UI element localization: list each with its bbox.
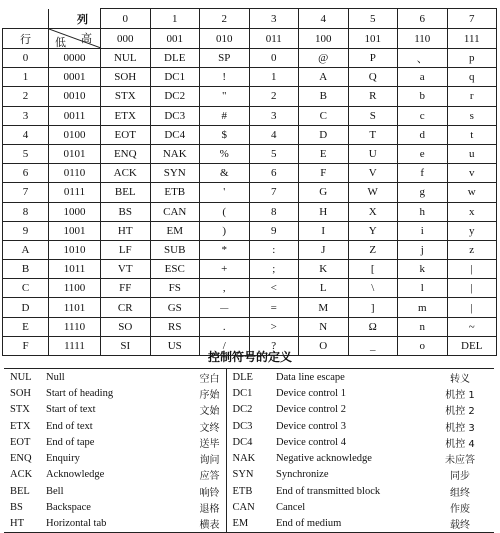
column-index-1: 1: [150, 9, 200, 29]
table-row: [3, 183, 497, 202]
control-chinese-name: 空白: [176, 369, 226, 386]
code-cell: O: [299, 336, 349, 355]
row-bits: 1000: [49, 202, 101, 221]
control-english-name: Device control 4: [276, 436, 346, 448]
row-index: D: [3, 298, 49, 317]
code-cell: E: [299, 144, 349, 163]
row-bits: 0001: [49, 68, 101, 87]
row-index: E: [3, 317, 49, 336]
control-chinese-name: 作废: [450, 504, 470, 516]
code-cell: SO: [101, 317, 151, 336]
code-cell: NUL: [101, 49, 151, 68]
column-bits-101: 101: [348, 29, 398, 49]
code-cell: n: [398, 317, 448, 336]
control-english-name: Null: [46, 369, 176, 386]
row-index: 1: [3, 68, 49, 87]
control-abbrev: STX: [10, 404, 30, 416]
ascii-code-table: [2, 8, 497, 356]
column-index-row: [3, 9, 497, 29]
code-cell: D: [299, 125, 349, 144]
control-chinese-name: 组终: [450, 487, 470, 499]
code-cell: &: [200, 164, 250, 183]
code-cell: H: [299, 202, 349, 221]
row-index: 7: [3, 183, 49, 202]
code-cell: Z: [348, 240, 398, 259]
code-cell: .: [200, 317, 250, 336]
control-abbrev: DC2: [226, 402, 276, 418]
code-cell: o: [398, 336, 448, 355]
control-english-name: Backspace: [46, 502, 91, 514]
control-abbrev: BS: [10, 502, 23, 514]
code-cell: ;: [249, 260, 299, 279]
code-cell: d: [398, 125, 448, 144]
control-english-name: Bell: [46, 485, 64, 497]
table-row: [3, 125, 497, 144]
control-english-name: End of transmitted block: [276, 485, 381, 497]
control-english-name: Device control 1: [276, 387, 346, 399]
code-cell: K: [299, 260, 349, 279]
control-definitions-title: 控制符号的定义: [207, 350, 292, 364]
row-index: 0: [3, 49, 49, 68]
code-cell: GS: [150, 298, 200, 317]
code-cell: 4: [249, 125, 299, 144]
row-bits: 1001: [49, 221, 101, 240]
table-row: [3, 68, 497, 87]
control-chinese-name: 文始: [199, 406, 220, 418]
row-bits: 0101: [49, 144, 101, 163]
code-cell: *: [200, 240, 250, 259]
code-cell: R: [348, 87, 398, 106]
definition-row: [4, 467, 494, 483]
code-cell: %: [200, 144, 250, 163]
diagonal-header-cell: [49, 29, 101, 49]
code-cell: 1: [249, 68, 299, 87]
code-cell: y: [447, 221, 497, 240]
code-cell: +: [200, 260, 250, 279]
code-cell: ETX: [101, 106, 151, 125]
code-cell: EOT: [101, 125, 151, 144]
table-row: [3, 279, 497, 298]
code-cell: C: [299, 106, 349, 125]
definition-row: [4, 402, 494, 418]
code-cell: 0: [249, 49, 299, 68]
row-bits: 0000: [49, 49, 101, 68]
code-cell: h: [398, 202, 448, 221]
table-row: [3, 260, 497, 279]
code-cell: CAN: [150, 202, 200, 221]
code-cell: ,: [200, 279, 250, 298]
definition-row: [4, 450, 494, 466]
code-cell: |: [447, 279, 497, 298]
control-abbrev: EOT: [10, 436, 31, 448]
code-cell: ': [200, 183, 250, 202]
column-index-0: 0: [101, 9, 151, 29]
code-cell: 5: [249, 144, 299, 163]
control-english-name: Data line escape: [276, 369, 426, 386]
code-cell: SP: [200, 49, 250, 68]
code-cell: p: [447, 49, 497, 68]
definition-row: [4, 434, 494, 450]
column-bits-row: [3, 29, 497, 49]
control-chinese-name: 机控 1: [445, 389, 475, 401]
control-abbrev: BEL: [10, 485, 30, 497]
control-english-name: Device control 2: [276, 404, 346, 416]
code-cell: NAK: [150, 144, 200, 163]
control-abbrev: SYN: [226, 467, 276, 483]
table-row: [3, 240, 497, 259]
code-cell: Y: [348, 221, 398, 240]
column-bits-000: 000: [101, 29, 151, 49]
code-cell: F: [299, 164, 349, 183]
code-cell: DC4: [150, 125, 200, 144]
control-abbrev: ETX: [10, 420, 31, 432]
code-cell: >: [249, 317, 299, 336]
row-bits: 0010: [49, 87, 101, 106]
control-chinese-name: 应答: [199, 471, 220, 483]
table-row: [3, 49, 497, 68]
row-index: A: [3, 240, 49, 259]
control-abbrev: DC1: [226, 385, 276, 401]
table-row: [3, 202, 497, 221]
control-definitions-table: [4, 368, 494, 533]
column-index-5: 5: [348, 9, 398, 29]
code-cell: ": [200, 87, 250, 106]
control-chinese-name: 机控 3: [445, 422, 475, 434]
code-cell: t: [447, 125, 497, 144]
code-cell: 6: [249, 164, 299, 183]
code-cell: ): [200, 221, 250, 240]
code-cell: FF: [101, 279, 151, 298]
row-index: 8: [3, 202, 49, 221]
column-bits-010: 010: [200, 29, 250, 49]
corner-cell: [3, 9, 49, 29]
column-bits-001: 001: [150, 29, 200, 49]
row-index: 2: [3, 87, 49, 106]
table-row: [3, 298, 497, 317]
code-cell: B: [299, 87, 349, 106]
column-label-cell: [49, 9, 101, 29]
row-index: 6: [3, 164, 49, 183]
control-english-name: Device control 3: [276, 420, 346, 432]
row-bits: 1100: [49, 279, 101, 298]
control-abbrev: DC4: [226, 434, 276, 450]
code-cell: ENQ: [101, 144, 151, 163]
control-english-name: Start of heading: [46, 387, 114, 399]
code-cell: CR: [101, 298, 151, 317]
column-index-3: 3: [249, 9, 299, 29]
code-cell: !: [200, 68, 250, 87]
control-english-name: Cancel: [276, 502, 306, 514]
control-chinese-name: 退格: [199, 504, 220, 516]
column-bits-011: 011: [249, 29, 299, 49]
code-cell: T: [348, 125, 398, 144]
code-cell: 3: [249, 106, 299, 125]
row-bits: 1110: [49, 317, 101, 336]
control-english-name: End of tape: [46, 436, 95, 448]
code-cell: |: [447, 298, 497, 317]
control-chinese-name: 序始: [199, 389, 220, 401]
code-cell: J: [299, 240, 349, 259]
code-cell: s: [447, 106, 497, 125]
code-cell: －: [200, 298, 250, 317]
row-bits: 1011: [49, 260, 101, 279]
code-cell: $: [200, 125, 250, 144]
control-abbrev: CAN: [226, 499, 276, 515]
code-cell: SI: [101, 336, 151, 355]
code-cell: ]: [348, 298, 398, 317]
control-abbrev: DC3: [226, 418, 276, 434]
code-cell: DEL: [447, 336, 497, 355]
control-english-name: Enquiry: [46, 453, 80, 465]
row-bits: 1111: [49, 336, 101, 355]
row-bits: 1010: [49, 240, 101, 259]
code-cell: k: [398, 260, 448, 279]
code-cell: c: [398, 106, 448, 125]
control-english-name: Start of text: [46, 404, 96, 416]
code-cell: DC3: [150, 106, 200, 125]
control-chinese-name: 转义: [426, 369, 494, 386]
control-abbrev: SOH: [10, 387, 32, 399]
code-cell: ?: [249, 336, 299, 355]
code-cell: =: [249, 298, 299, 317]
code-cell: X: [348, 202, 398, 221]
code-cell: RS: [150, 317, 200, 336]
code-cell: r: [447, 87, 497, 106]
control-abbrev: EM: [226, 516, 276, 533]
control-english-name: End of text: [46, 420, 93, 432]
code-cell: DC2: [150, 87, 200, 106]
table-row: [3, 144, 497, 163]
definition-row: [4, 483, 494, 499]
column-bits-111: 111: [447, 29, 497, 49]
code-cell: #: [200, 106, 250, 125]
code-cell: e: [398, 144, 448, 163]
control-chinese-name: 未应答: [445, 455, 475, 467]
control-chinese-name: 送毕: [199, 438, 220, 450]
code-cell: /: [200, 336, 250, 355]
code-cell: @: [299, 49, 349, 68]
row-bits: 0100: [49, 125, 101, 144]
control-chinese-name: 机控 4: [445, 438, 475, 450]
row-index: F: [3, 336, 49, 355]
table-row: [3, 106, 497, 125]
row-bits: 1101: [49, 298, 101, 317]
definition-row: [4, 418, 494, 434]
row-bits: 0011: [49, 106, 101, 125]
code-cell: U: [348, 144, 398, 163]
code-cell: DC1: [150, 68, 200, 87]
code-cell: 7: [249, 183, 299, 202]
code-cell: EM: [150, 221, 200, 240]
code-cell: ACK: [101, 164, 151, 183]
code-cell: i: [398, 221, 448, 240]
code-cell: [: [348, 260, 398, 279]
column-label: 列: [77, 12, 88, 26]
code-cell: 8: [249, 202, 299, 221]
code-cell: Q: [348, 68, 398, 87]
code-cell: FS: [150, 279, 200, 298]
code-cell: |: [447, 260, 497, 279]
code-cell: (: [200, 202, 250, 221]
control-abbrev: HT: [4, 516, 46, 533]
row-index: 9: [3, 221, 49, 240]
row-index: B: [3, 260, 49, 279]
code-cell: L: [299, 279, 349, 298]
code-cell: I: [299, 221, 349, 240]
control-chinese-name: 机控 2: [445, 406, 475, 418]
code-cell: q: [447, 68, 497, 87]
code-cell: :: [249, 240, 299, 259]
code-cell: LF: [101, 240, 151, 259]
column-index-7: 7: [447, 9, 497, 29]
control-abbrev: DLE: [226, 369, 276, 386]
control-chinese-name: 同步: [450, 471, 470, 483]
column-index-6: 6: [398, 9, 448, 29]
code-cell: _: [348, 336, 398, 355]
column-bits-110: 110: [398, 29, 448, 49]
code-cell: P: [348, 49, 398, 68]
control-chinese-name: 询问: [199, 455, 220, 467]
code-cell: SUB: [150, 240, 200, 259]
column-bits-100: 100: [299, 29, 349, 49]
code-cell: g: [398, 183, 448, 202]
code-cell: S: [348, 106, 398, 125]
code-cell: m: [398, 298, 448, 317]
code-cell: x: [447, 202, 497, 221]
code-cell: 、: [398, 49, 448, 68]
code-cell: SOH: [101, 68, 151, 87]
control-chinese-name: 响铃: [199, 487, 220, 499]
code-cell: u: [447, 144, 497, 163]
code-cell: A: [299, 68, 349, 87]
row-bits: 0111: [49, 183, 101, 202]
code-cell: j: [398, 240, 448, 259]
row-index: C: [3, 279, 49, 298]
code-cell: W: [348, 183, 398, 202]
code-cell: HT: [101, 221, 151, 240]
control-abbrev: NAK: [226, 450, 276, 466]
control-abbrev: ACK: [10, 469, 33, 481]
code-cell: b: [398, 87, 448, 106]
control-chinese-name: 文终: [199, 422, 220, 434]
code-cell: SYN: [150, 164, 200, 183]
row-index: 4: [3, 125, 49, 144]
code-cell: f: [398, 164, 448, 183]
control-english-name: Synchronize: [276, 469, 329, 481]
row-label: 行: [3, 29, 49, 49]
control-english-name: Acknowledge: [46, 469, 105, 481]
definition-row: [4, 499, 494, 515]
high-bits-label: 高: [81, 32, 92, 45]
low-bits-label: 低: [55, 36, 66, 49]
code-cell: Ω: [348, 317, 398, 336]
code-cell: z: [447, 240, 497, 259]
control-chinese-name: 横表: [176, 516, 226, 533]
code-cell: BS: [101, 202, 151, 221]
row-index: 5: [3, 144, 49, 163]
control-abbrev: NUL: [4, 369, 46, 386]
control-abbrev: ETB: [226, 483, 276, 499]
code-cell: a: [398, 68, 448, 87]
code-cell: v: [447, 164, 497, 183]
table-row: [3, 317, 497, 336]
definition-row: [4, 369, 494, 386]
code-cell: STX: [101, 87, 151, 106]
code-cell: ETB: [150, 183, 200, 202]
code-cell: ESC: [150, 260, 200, 279]
code-cell: V: [348, 164, 398, 183]
code-cell: VT: [101, 260, 151, 279]
code-cell: 9: [249, 221, 299, 240]
code-cell: ~: [447, 317, 497, 336]
definition-row: [4, 516, 494, 533]
table-row: [3, 164, 497, 183]
code-cell: US: [150, 336, 200, 355]
code-cell: G: [299, 183, 349, 202]
table-row: [3, 221, 497, 240]
code-cell: DLE: [150, 49, 200, 68]
code-cell: \: [348, 279, 398, 298]
code-cell: w: [447, 183, 497, 202]
code-cell: N: [299, 317, 349, 336]
definition-row: [4, 385, 494, 401]
code-cell: l: [398, 279, 448, 298]
table-row: [3, 87, 497, 106]
column-index-4: 4: [299, 9, 349, 29]
code-cell: 2: [249, 87, 299, 106]
control-english-name: Negative acknowledge: [276, 453, 372, 465]
row-bits: 0110: [49, 164, 101, 183]
code-cell: BEL: [101, 183, 151, 202]
control-english-name: End of medium: [276, 516, 426, 533]
code-cell: M: [299, 298, 349, 317]
code-cell: <: [249, 279, 299, 298]
column-index-2: 2: [200, 9, 250, 29]
row-index: 3: [3, 106, 49, 125]
control-chinese-name: 载终: [426, 516, 494, 533]
control-abbrev: ENQ: [10, 453, 32, 465]
control-english-name: Horizontal tab: [46, 516, 176, 533]
